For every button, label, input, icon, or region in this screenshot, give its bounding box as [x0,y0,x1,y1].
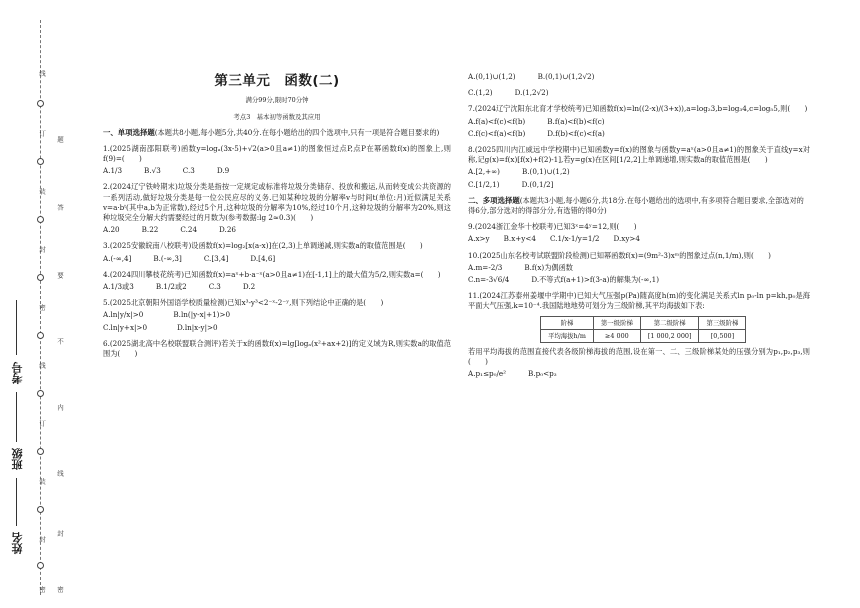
option-b[interactable]: B.22 [141,225,159,235]
option-a[interactable]: A.m=-2/3 [468,262,503,272]
option-b[interactable]: B.(0,1)∪(1,2) [521,167,570,177]
question-text: 6.(2025湖北高中名校联盟联合测评)若关于x的函数f(x)=lg[logₐ(x²+ax+2)]的定义域为R,则实数a的取值范围为( ) [103,338,451,359]
options [468,167,810,177]
option-d[interactable]: D.[4,6] [250,253,276,263]
option-a[interactable]: A.x>y [468,234,490,244]
options [103,310,451,320]
options [468,275,810,285]
option-c[interactable]: C.3 [182,166,195,176]
question-3 [103,241,451,263]
margin-char: 订 [38,130,46,137]
margin-inner-char: 要 [56,272,64,279]
name-label: 姓名 [11,532,24,554]
options [103,166,451,176]
option-b[interactable]: B.(-∞,3] [153,253,182,263]
option-a[interactable]: A.ln|y/x|>0 [103,310,144,320]
question-7 [468,104,810,139]
table-header-cell: 第一级阶梯 [593,316,640,329]
page-title: 第三单元 函数(二) [214,73,340,89]
option-d[interactable]: D.f(b)<f(c)<f(a) [547,128,605,138]
topic-note: 考点3 基本初等函数及其应用 [233,113,321,122]
margin-inner-char: 线 [56,470,64,477]
option-d[interactable]: D.(1,2√2) [514,88,549,98]
table-cell: [0,500] [699,329,746,342]
option-c[interactable]: C.1/x-1/y=1/2 [549,234,600,244]
table-header-cell: 第三级阶梯 [699,316,746,329]
exam-number-line [16,300,17,355]
margin-inner-char: 答 [56,204,64,211]
table-header-cell: 阶梯 [541,316,594,329]
option-a[interactable]: A.p₁≤p₀/e² [468,369,507,379]
option-a[interactable]: A.f(a)<f(c)<f(b) [468,116,526,126]
class-line [16,392,17,442]
margin-inner-char: 题 [56,136,64,143]
margin-inner-char: 封 [56,530,64,537]
question-8 [468,145,810,190]
table-header-cell: 第二级阶梯 [640,316,699,329]
option-a[interactable]: A.[2,+∞) [468,167,500,177]
question-text-continued: 若用平均海拔的范围直接代表各级阶梯海拔的范围,设在第一、二、三级阶梯某处的压强分别为p₁,p₂,p₃,则( ) [468,347,810,367]
table-row [541,329,746,342]
margin-char: 装 [38,478,46,485]
table-cell: [1 000,2 000] [640,329,699,342]
option-b[interactable]: B.p₀<p₃ [528,369,557,379]
section-heading: 二、多项选择题 [468,195,520,205]
question-text: 1.(2025湖南邵阳联考)函数y=logₐ(3x-5)+√2(a>0且a≠1)的图象恒过点P,点P在幂函数f(x)的图象上,则f(9)=( ) [103,143,451,164]
binding-ring [37,100,44,107]
option-c[interactable]: C.[1/2,1) [468,179,500,189]
question-text: 10.(2025山东名校考试联盟阶段检测)已知幂函数f(x)=(9m²-3)xᵐ的图象过点(n,1/m),则( ) [468,250,771,260]
question-4 [103,270,451,292]
margin-inner-char: 内 [56,404,64,411]
option-d[interactable]: D.xy>4 [613,234,640,244]
option-a[interactable]: A.(0,1)∪(1,2) [468,72,516,81]
option-c[interactable]: C.ln|y+x|>0 [103,322,148,332]
option-d[interactable]: D.ln|x-y|>0 [177,322,218,332]
option-c[interactable]: C.[3,4] [203,253,229,263]
binding-ring [37,562,44,569]
binding-ring [37,506,44,513]
margin-inner-char: 密 [56,586,64,593]
options [103,225,451,235]
section-multiple-choice [468,196,810,216]
question-text: 9.(2024浙江金华十校联考)已知3ˣ=4ʸ=12,则( ) [468,222,637,232]
option-d[interactable]: D.(0,1/2] [521,179,554,189]
section-heading: 一、单项选择题 [103,127,155,137]
margin-char: 封 [38,246,46,253]
option-b[interactable]: B.f(x)为偶函数 [524,262,573,272]
options [468,180,810,190]
question-text: 3.(2025安徽皖南八校联考)设函数f(x)=log₂[x(a-x)]在(2,3)上单调递减,则实数a的取值范围是( ) [103,241,423,251]
option-c[interactable]: C.(1,2) [468,88,493,98]
option-b[interactable]: B.√3 [144,166,161,176]
altitude-table [540,316,746,343]
option-a[interactable]: A.20 [103,225,120,235]
option-d[interactable]: D.9 [216,166,230,176]
question-2 [103,182,451,235]
question-text: 2.(2024辽宁铁岭期末)垃圾分类是指按一定规定或标准将垃圾分类储存、投放和搬运,从而转变成公共资源的一系列活动,做好垃圾分类是每一位公民应尽的义务.已知某种垃圾的分解率v与时间t(单位:月)近似满足关系v=a·bᵗ(其中a,b为正常数),经过5个月,这种垃圾的分解率为10%,经过10个月,这种垃圾的分解率为20%,则这种垃圾完全分解大约需要经过的月数为(参考数据:lg 2≈0.3)( ) [103,182,451,223]
margin-char: 密 [38,586,46,593]
question-text: 11.(2024江苏泰州姜堰中学期中)已知大气压强p(Pa)随高度h(m)的变化满足关系式ln p₀-ln p=kh,p₀是海平面大气压强,k=10⁻⁴.我国陆地地势可划分为三级阶梯,其平均海拔如下表: [468,291,810,311]
margin-char: 线 [38,362,46,369]
question-text: 5.(2025北京朝阳外国语学校质量检测)已知x³-y³<2⁻ˣ-2⁻ʸ,则下列结论中正确的是( ) [103,298,384,308]
score-time-note: 满分99分,限时70分钟 [245,96,309,105]
option-d[interactable]: D.不等式f(a+1)>f(3-a)的解集为(-∞,1) [531,275,660,285]
options [468,234,810,244]
section-instructions: (本题共3小题,每小题6分,共18分.在每小题给出的选项中,有多项符合题目要求,全部选对的得6分,部分选对的得部分分,有选错的得0分) [468,195,804,216]
section-instructions: (本题共8小题,每小题5分,共40分.在每小题给出的四个选项中,只有一项是符合题目要求的) [154,127,440,137]
question-9 [468,222,810,244]
name-line [16,478,17,526]
margin-char: 密 [38,304,46,311]
options [468,117,810,127]
margin-char: 线 [38,70,46,77]
table-header-row [541,316,746,329]
binding-margin [0,0,62,608]
option-a[interactable]: A.(-∞,4] [103,253,132,263]
question-6-options [468,72,810,98]
question-5 [103,298,451,333]
option-c[interactable]: C.3 [208,282,221,292]
option-a[interactable]: A.1/3或3 [103,282,134,292]
binding-ring [37,158,44,165]
class-label: 班级 [11,448,24,470]
table-cell: 平均海拔h/m [541,329,594,342]
left-column [103,68,451,359]
options [468,72,810,82]
binding-ring [37,274,44,281]
option-c[interactable]: C.n=-3√6/4 [468,275,510,285]
binding-ring [37,216,44,223]
section-single-choice [103,128,451,138]
option-b[interactable]: B.ln(|y-x|+1)>0 [173,310,231,320]
question-text: 4.(2024四川攀枝花统考)已知函数f(x)=aˣ+b·a⁻ˣ(a>0且a≠1)在[-1,1]上的最大值为5/2,则实数a=( ) [103,269,441,279]
option-c[interactable]: C.24 [180,225,198,235]
options [103,254,451,264]
margin-char: 订 [38,420,46,427]
options [468,263,810,273]
option-b[interactable]: B.f(a)<f(b)<f(c) [547,116,605,126]
table-cell: ≥4 000 [593,329,640,342]
options [468,129,810,139]
binding-ring [37,390,44,397]
options [468,88,810,98]
question-6 [103,339,451,359]
binding-ring [37,448,44,455]
option-b[interactable]: B.(0,1)∪(1,2√2) [537,72,595,81]
margin-char: 装 [38,188,46,195]
option-c[interactable]: C.f(c)<f(a)<f(b) [468,128,526,138]
option-b[interactable]: B.x+y<4 [503,234,536,244]
options [103,282,451,292]
option-a[interactable]: A.1/3 [103,166,123,176]
exam-number-label: 考号 [11,362,24,384]
margin-char: 封 [38,536,46,543]
option-d[interactable]: D.2 [242,282,256,292]
question-text: 7.(2024辽宁沈阳东北育才学校统考)已知函数f(x)=ln((2-x)/(3+x)),a=log₂3,b=log₃4,c=log₅5,则( ) [468,104,808,114]
question-10 [468,251,810,286]
options [468,369,810,379]
binding-ring [37,332,44,339]
right-column [468,70,810,380]
question-1 [103,144,451,177]
option-d[interactable]: D.26 [219,225,236,235]
option-b[interactable]: B.1/2或2 [155,282,187,292]
question-text: 8.(2025四川内江威远中学校期中)已知函数y=f(x)的图象与函数y=aˣ(a>0且a≠1)的图象关于直线y=x对称,记g(x)=f(x)[f(x)+f(2)-1],若y=g(x)在区间[1/2,2]上单调递增,则实数a的取值范围是( ) [468,145,810,165]
question-11 [468,291,810,379]
margin-inner-char: 不 [56,338,64,345]
options [103,323,451,333]
